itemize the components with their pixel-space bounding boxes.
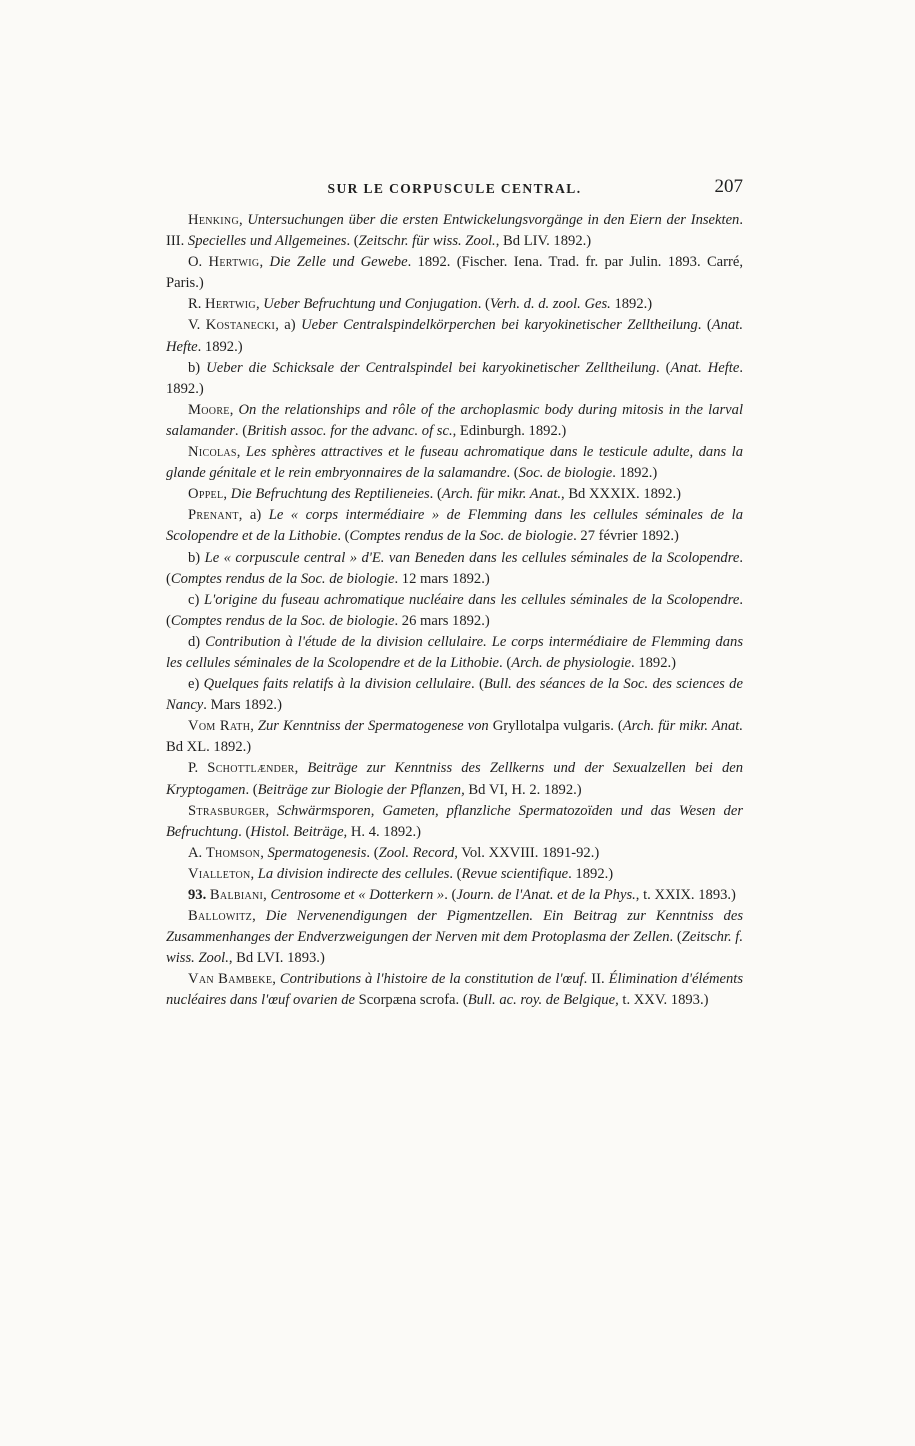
author-name: Hertwig (205, 296, 256, 313)
reference-text: . Mars 1892.) (203, 697, 282, 714)
reference-text: . ( (470, 676, 484, 693)
reference-text: c) (188, 591, 204, 608)
title-text: Comptes rendus de la Soc. de biologie (349, 528, 574, 545)
title-text: Beiträge zur Biologie der Pflanzen, (257, 781, 465, 798)
reference-text: , (260, 844, 268, 861)
author-name: Van Bambeke (188, 971, 273, 988)
author-name: Vom Rath (188, 718, 251, 735)
title-text: Histol. Beiträge, (250, 823, 348, 840)
reference-text: . ( (697, 317, 712, 334)
title-text: Zeitschr. für wiss. Zool. (358, 233, 496, 250)
reference-text: , (263, 887, 271, 903)
author-name: Moore (188, 401, 230, 418)
reference-text: Bd XL. 1892.) (166, 739, 252, 756)
reference-text: , (238, 212, 248, 228)
reference-text: O. (188, 254, 209, 271)
reference-list (166, 210, 743, 1012)
reference-text: . 12 mars 1892.) (394, 570, 490, 587)
title-text: Zur Kenntniss der Spermatogenese von (257, 718, 489, 735)
reference-text: , (259, 254, 270, 271)
reference-entry (166, 252, 743, 294)
title-text: Bull. ac. roy. de Belgique, (467, 992, 619, 1009)
title-text: Die Zelle und Gewebe (269, 254, 408, 271)
reference-entry (166, 674, 743, 716)
reference-entry (166, 906, 743, 969)
reference-text: , (223, 486, 231, 503)
author-name: Vialleton (188, 865, 251, 882)
title-text: Les sphères attractives et le fuseau achromatique dans le testicule adulte, dans la glande génitale et le rein embryonnaires de la salamandre (166, 444, 743, 482)
title-text: Untersuchungen über die ersten Entwickelungsvorgänge in den Eiern der Insekten (247, 212, 740, 228)
author-name: Schottlænder (207, 760, 295, 777)
reference-text: , a) (238, 507, 269, 524)
reference-text: P. (188, 760, 208, 777)
reference-text: . ( (337, 528, 350, 545)
reference-text: . ( (245, 781, 258, 798)
title-text: Le « corps intermédiaire » de Flemming dans les cellules séminales de la Scolopendre et de la Lithobie (166, 507, 743, 545)
title-text: Die Nervenendigungen der Pigmentzellen. Ein Beitrag zur Kenntniss des Zusammenhanges der Endverzweigungen der Nerven mit dem Protoplasma der Zellen (166, 908, 744, 946)
title-text: Journ. de l'Anat. et de la Phys. (456, 887, 636, 903)
reference-text: . ( (655, 359, 671, 376)
title-text: Comptes rendus de la Soc. de biologie (170, 612, 395, 629)
reference-entry (166, 210, 743, 252)
reference-text: Gryllotalpa vulgaris. ( (488, 718, 623, 735)
reference-text: . ( (444, 887, 457, 903)
title-text: Centrosome et « Dotterkern » (270, 887, 445, 903)
reference-text: , t. XXIX. 1893.) (635, 887, 736, 903)
reference-text: b) (188, 359, 207, 376)
reference-text: . ( (499, 654, 512, 671)
reference-entry (166, 484, 743, 505)
reference-text: . ( (166, 591, 743, 629)
reference-text: V. (188, 317, 206, 334)
reference-entry (166, 358, 743, 400)
reference-text: . ( (366, 844, 379, 861)
reference-text: . 1892.) (197, 338, 243, 355)
title-text: British assoc. for the advanc. of sc. (247, 422, 453, 439)
reference-entry (166, 442, 743, 484)
reference-text: , Bd LVI. 1893.) (228, 950, 325, 967)
reference-text: , (294, 760, 308, 777)
reference-text: Vol. XXVIII. 1891-92.) (457, 844, 600, 861)
reference-text: . ( (477, 296, 490, 313)
reference-text: 1892.) (610, 296, 653, 313)
reference-text: . ( (669, 929, 682, 946)
reference-text: , (252, 908, 266, 925)
title-text: Schwärmsporen, Gameten, pflanzliche Spermatozoïden und das Wesen der Befruchtung (166, 802, 744, 840)
reference-text: H. 4. 1892.) (347, 823, 421, 840)
reference-text: , (250, 718, 258, 735)
reference-entry (166, 632, 743, 674)
reference-text: . ( (238, 823, 251, 840)
title-text: Comptes rendus de la Soc. de biologie (170, 570, 395, 587)
title-text: Contributions à l'histoire de la constitution de l'œuf (279, 971, 584, 988)
title-text: Zeitschr. f. wiss. Zool. (166, 929, 743, 967)
reference-entry (166, 505, 743, 547)
reference-text: Scorpæna scrofa. ( (355, 992, 468, 1009)
reference-text: , (229, 401, 239, 418)
running-title: SUR LE CORPUSCULE CENTRAL. (327, 181, 582, 196)
reference-text: . ( (234, 422, 248, 439)
title-text: Ueber die Schicksale der Centralspindel bei karyokinetischer Zelltheilung (206, 359, 656, 376)
author-name: Kostanecki (205, 317, 276, 334)
author-name: Strasburger (188, 802, 266, 819)
reference-text: . 1892. (Fischer. Iena. Trad. fr. par Julin. 1893. Carré, Paris.) (166, 254, 744, 292)
title-text: Élimination d'éléments nucléaires dans l'œuf ovarien de (166, 971, 743, 1009)
author-name: Prenant (188, 507, 239, 524)
reference-text: , Bd XXXIX. 1892.) (561, 486, 682, 503)
reference-text: . 1892.) (631, 654, 677, 671)
title-text: Verh. d. d. zool. Ges. (489, 296, 611, 313)
title-text: Arch. für mikr. Anat. (622, 718, 743, 735)
reference-text: d) (188, 633, 206, 650)
title-text: Soc. de biologie (518, 465, 613, 482)
title-text: Contribution à l'étude de la division cellulaire. Le corps intermédiaire de Flemming dans les cellules séminales de la Scolopendre et de la Lithobie (166, 633, 743, 671)
reference-text: , a) (275, 317, 302, 334)
reference-entry (166, 969, 743, 1011)
reference-text: . 27 février 1892.) (573, 528, 679, 545)
title-text: On the relationships and rôle of the archoplasmic body during mitosis in the larval salamander (166, 401, 744, 439)
title-text: Spermatogenesis (267, 844, 367, 861)
reference-text: . ( (346, 233, 359, 250)
title-text: Specielles und Allgemeines (187, 233, 347, 250)
reference-text: Bd VI, H. 2. 1892.) (464, 781, 582, 798)
reference-text: , (250, 865, 258, 882)
author-name: Balbiani (209, 887, 264, 903)
page-number: 207 (714, 176, 743, 197)
title-text: L'origine du fuseau achromatique nucléaire dans les cellules séminales de la Scolopendre (203, 591, 740, 608)
reference-entry (166, 716, 743, 758)
reference-entry (166, 758, 743, 800)
title-text: Arch. de physiologie (511, 654, 632, 671)
title-text: Quelques faits relatifs à la division cellulaire (203, 676, 471, 693)
author-name: Thomson (205, 844, 261, 861)
reference-text: 93. (188, 887, 210, 903)
title-text: Zool. Record, (378, 844, 458, 861)
reference-entry (166, 315, 743, 357)
reference-text: , (272, 971, 280, 988)
reference-text: . 1892.) (568, 865, 614, 882)
title-text: Le « corpuscule central » d'E. van Beneden dans les cellules séminales de la Scolopendre (204, 549, 740, 566)
reference-text: , (265, 802, 278, 819)
author-name: Oppel (188, 486, 224, 503)
reference-text: , (236, 444, 246, 461)
reference-entry (166, 294, 743, 315)
author-name: Nicolas (188, 444, 237, 461)
reference-entry (166, 843, 743, 864)
reference-entry (166, 864, 743, 885)
reference-text: . 1892.) (612, 465, 658, 482)
title-text: La division indirecte des cellules (257, 865, 450, 882)
reference-text: , Bd LIV. 1892.) (495, 233, 592, 250)
reference-text: . ( (506, 465, 519, 482)
title-text: Beiträge zur Kenntniss des Zellkerns und der Sexualzellen bei den Kryptogamen (166, 760, 744, 798)
reference-text: . II. (583, 971, 609, 988)
reference-entry (166, 885, 743, 906)
reference-text: t. XXV. 1893.) (618, 992, 709, 1009)
title-text: Ueber Centralspindelkörperchen bei karyokinetischer Zelltheilung (301, 317, 698, 334)
reference-entry (166, 400, 743, 442)
title-text: Die Befruchtung des Reptilieneies (230, 486, 430, 503)
title-text: Anat. Hefte (670, 359, 740, 376)
title-text: Ueber Befruchtung und Conjugation (263, 296, 478, 313)
reference-text: R. (188, 296, 206, 313)
title-text: Revue scientifique (461, 865, 569, 882)
page-header (166, 176, 743, 204)
title-text: Arch. für mikr. Anat. (441, 486, 562, 503)
reference-text: . 26 mars 1892.) (394, 612, 490, 629)
author-name: Henking (188, 212, 239, 228)
reference-entry (166, 548, 743, 590)
reference-entry (166, 590, 743, 632)
title-text: Anat. Hefte (166, 317, 743, 355)
author-name: Hertwig (208, 254, 260, 271)
reference-text: . ( (166, 549, 743, 587)
reference-text: A. (188, 844, 206, 861)
reference-text: . ( (429, 486, 442, 503)
reference-text: , Edinburgh. 1892.) (452, 422, 567, 439)
reference-text: . 1892.) (166, 359, 743, 397)
reference-text: e) (188, 676, 204, 693)
reference-text: b) (188, 549, 205, 566)
reference-text: . III. (166, 212, 743, 250)
author-name: Ballowitz (188, 908, 253, 925)
reference-text: , (255, 296, 264, 313)
reference-entry (166, 801, 743, 843)
reference-text: . ( (449, 865, 462, 882)
title-text: Bull. des séances de la Soc. des sciences de Nancy (166, 676, 743, 714)
